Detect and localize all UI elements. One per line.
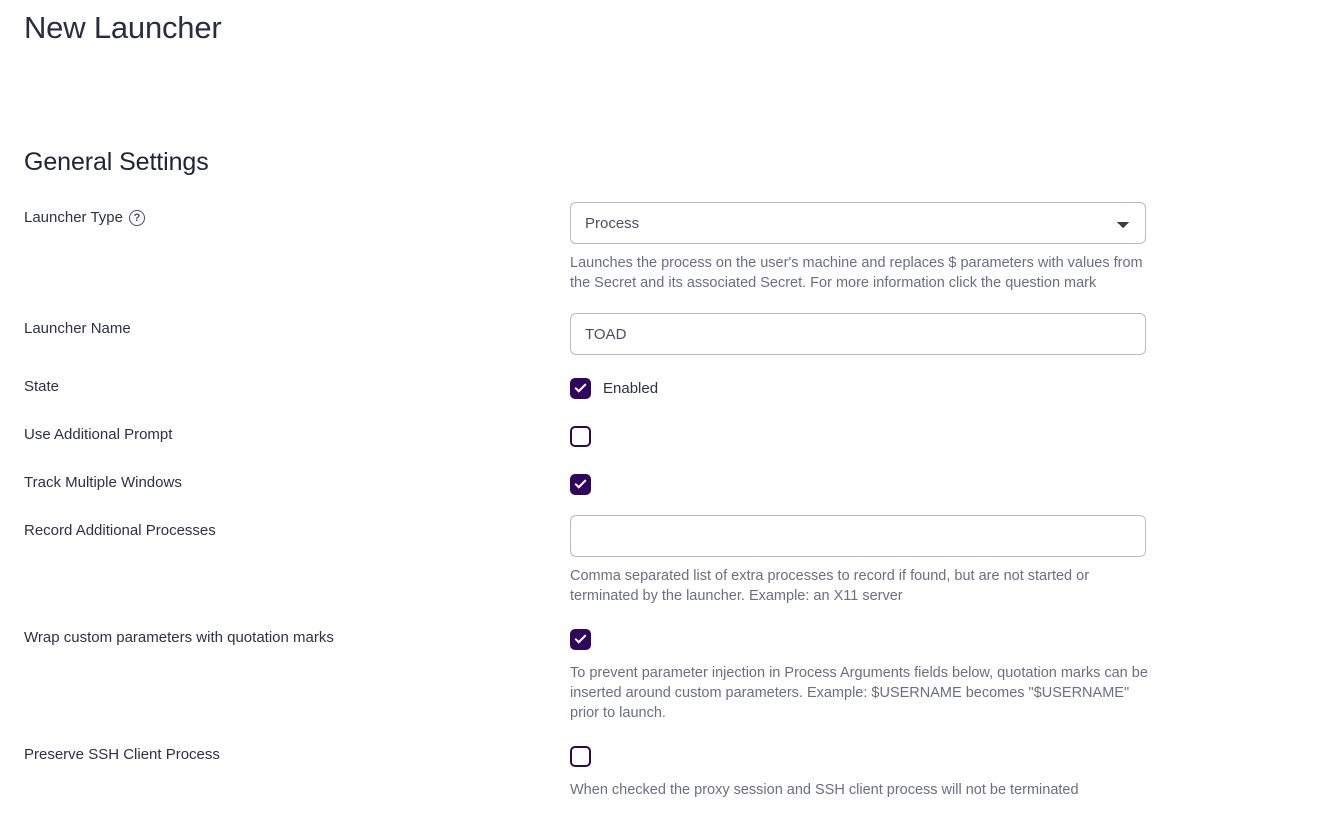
row-wrap-custom-parameters: [24, 622, 1146, 723]
use-additional-prompt-checkbox[interactable]: [570, 426, 591, 447]
use-additional-prompt-checkbox-wrap: [570, 421, 1146, 451]
page-title: New Launcher: [24, 10, 222, 45]
row-state: [24, 371, 1146, 403]
control-launcher-name: [570, 313, 1146, 355]
wrap-custom-parameters-label-text: Wrap custom parameters with quotation marks: [24, 629, 334, 646]
row-record-additional-processes: [24, 515, 1146, 606]
launcher-name-input[interactable]: [570, 313, 1146, 355]
preserve-ssh-client-process-label-text: Preserve SSH Client Process: [24, 746, 220, 763]
track-multiple-windows-checkbox-wrap: [570, 469, 1146, 499]
control-use-additional-prompt: [570, 419, 1146, 451]
state-checkbox[interactable]: [570, 378, 591, 399]
row-use-additional-prompt: [24, 419, 1146, 451]
state-label-text: State: [24, 378, 60, 395]
label-launcher-type: [24, 202, 570, 228]
label-record-additional-processes: [24, 515, 570, 541]
label-state: [24, 371, 570, 397]
wrap-custom-parameters-hint: To prevent parameter injection in Process Arguments fields below, quotation marks can be inserted around custom parameters. Example: $USERNAME becomes "$USERNAME" prior to launch.: [570, 665, 1148, 721]
record-additional-processes-hint: Comma separated list of extra processes to record if found, but are not started or terminated by the launcher. Example: an X11 server: [570, 568, 1090, 604]
launcher-type-label-text: Launcher Type: [24, 209, 123, 226]
record-additional-processes-input[interactable]: [570, 515, 1146, 557]
use-additional-prompt-label-text: Use Additional Prompt: [24, 426, 173, 443]
section-title-general-settings: General Settings: [24, 148, 209, 176]
control-track-multiple-windows: [570, 467, 1146, 499]
new-launcher-page: [0, 8, 1318, 822]
row-launcher-type: [24, 202, 1146, 293]
preserve-ssh-client-process-checkbox[interactable]: [570, 746, 591, 767]
preserve-ssh-client-process-hint: When checked the proxy session and SSH client process will not be terminated: [570, 782, 1079, 798]
control-launcher-type: [570, 202, 1146, 293]
control-preserve-ssh-client-process: [570, 739, 1146, 800]
row-launcher-name: [24, 313, 1146, 355]
row-preserve-ssh-client-process: [24, 739, 1146, 800]
label-track-multiple-windows: [24, 467, 570, 493]
track-multiple-windows-label-text: Track Multiple Windows: [24, 474, 182, 491]
launcher-type-select[interactable]: [570, 202, 1146, 244]
preserve-ssh-client-process-checkbox-wrap: [570, 741, 1146, 771]
state-checkbox-wrap: [570, 373, 1146, 403]
question-mark-icon[interactable]: ?: [129, 210, 145, 226]
control-record-additional-processes: [570, 515, 1146, 606]
label-use-additional-prompt: [24, 419, 570, 445]
label-wrap-custom-parameters: [24, 622, 570, 648]
control-wrap-custom-parameters: [570, 622, 1146, 723]
label-launcher-name: [24, 313, 570, 339]
launcher-type-hint: Launches the process on the user's machine and replaces $ parameters with values from the Secret and its associated Secret. For more information click the question mark: [570, 255, 1143, 291]
wrap-custom-parameters-checkbox-wrap: [570, 624, 1146, 654]
label-preserve-ssh-client-process: [24, 739, 570, 765]
row-track-multiple-windows: [24, 467, 1146, 499]
launcher-name-label-text: Launcher Name: [24, 320, 131, 337]
general-settings-form: [24, 202, 1294, 800]
control-state: [570, 371, 1146, 403]
state-checkbox-label: Enabled: [603, 379, 659, 397]
track-multiple-windows-checkbox[interactable]: [570, 474, 591, 495]
wrap-custom-parameters-checkbox[interactable]: [570, 629, 591, 650]
record-additional-processes-label-text: Record Additional Processes: [24, 522, 216, 539]
